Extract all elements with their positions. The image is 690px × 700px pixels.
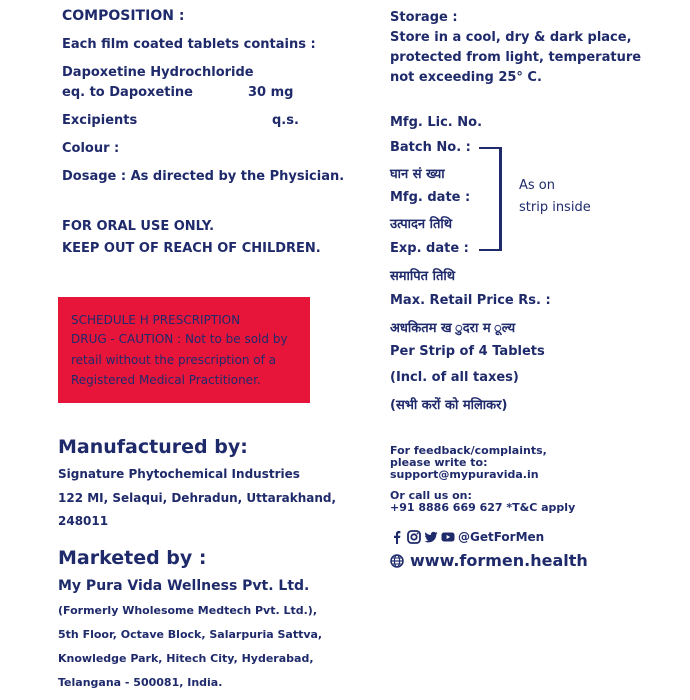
storage-label: Storage : bbox=[390, 10, 458, 25]
composition-title: COMPOSITION : bbox=[62, 8, 185, 24]
per-strip-text: Per Strip of 4 Tablets bbox=[390, 344, 545, 359]
batch-no-hindi: घान सं ख्या bbox=[390, 167, 445, 182]
storage-line-1: Store in a cool, dry & dark place, bbox=[390, 30, 632, 45]
ingredient-name: Dapoxetine Hydrochloride bbox=[62, 65, 254, 80]
exp-date-hindi: समापित तिथि bbox=[390, 269, 456, 284]
mrp-hindi: अधकितम ख ुदरा म ूल्य bbox=[390, 321, 516, 336]
caution-line-4: Registered Medical Practitioner. bbox=[71, 373, 261, 387]
mfg-lic-label: Mfg. Lic. No. bbox=[390, 115, 483, 130]
excipients-qty: q.s. bbox=[272, 113, 299, 128]
storage-line-3: not exceeding 25° C. bbox=[390, 70, 542, 85]
social-handle[interactable]: @GetForMen bbox=[458, 530, 545, 544]
caution-line-2: DRUG - CAUTION : Not to be sold by bbox=[71, 332, 288, 346]
oral-use-text: FOR ORAL USE ONLY. bbox=[62, 219, 215, 234]
marketer-address-2: Knowledge Park, Hitech City, Hyderabad, bbox=[58, 652, 314, 665]
storage-line-2: protected from light, temperature bbox=[390, 50, 642, 65]
mrp-label: Max. Retail Price Rs. : bbox=[390, 293, 551, 308]
excipients-label: Excipients bbox=[62, 113, 138, 128]
twitter-icon[interactable] bbox=[424, 530, 438, 544]
incl-taxes-text: (Incl. of all taxes) bbox=[390, 370, 519, 385]
instagram-icon[interactable] bbox=[407, 530, 421, 544]
batch-no-label: Batch No. : bbox=[390, 140, 471, 155]
marketer-company: My Pura Vida Wellness Pvt. Ltd. bbox=[58, 578, 310, 594]
feedback-line-2: please write to: bbox=[390, 456, 488, 469]
feedback-line-1: For feedback/complaints, bbox=[390, 444, 547, 457]
call-label: Or call us on: bbox=[390, 489, 472, 502]
tablets-line: Each film coated tablets contains : bbox=[62, 37, 316, 52]
globe-icon bbox=[390, 554, 404, 568]
colour-label: Colour : bbox=[62, 141, 120, 156]
caution-line-1: SCHEDULE H PRESCRIPTION bbox=[71, 313, 241, 327]
manufacturer-address-1: 122 MI, Selaqui, Dehradun, Uttarakhand, bbox=[58, 491, 337, 505]
support-email[interactable]: support@mypuravida.in bbox=[390, 468, 539, 481]
bracket-bottom bbox=[479, 249, 502, 251]
strip-inside-text: strip inside bbox=[519, 200, 591, 215]
manufacturer-address-2: 248011 bbox=[58, 514, 109, 528]
as-on-text: As on bbox=[519, 178, 555, 193]
mfg-date-label: Mfg. date : bbox=[390, 190, 471, 205]
exp-date-label: Exp. date : bbox=[390, 241, 469, 256]
phone-number[interactable]: +91 8886 669 627 *T&C apply bbox=[390, 501, 576, 514]
keep-out-text: KEEP OUT OF REACH OF CHILDREN. bbox=[62, 241, 321, 256]
youtube-icon[interactable] bbox=[441, 530, 455, 544]
schedule-h-caution-box bbox=[58, 297, 310, 403]
marketer-address-3: Telangana - 500081, India. bbox=[58, 676, 223, 689]
bracket-vertical bbox=[499, 147, 502, 251]
manufactured-heading: Manufactured by: bbox=[58, 436, 248, 458]
facebook-icon[interactable] bbox=[390, 530, 404, 544]
social-links bbox=[390, 530, 544, 544]
marketer-formerly: (Formerly Wholesome Medtech Pvt. Ltd.), bbox=[58, 604, 318, 617]
dosage-line: Dosage : As directed by the Physician. bbox=[62, 169, 345, 184]
manufacturer-company: Signature Phytochemical Industries bbox=[58, 467, 300, 481]
marketed-heading: Marketed by : bbox=[58, 547, 207, 569]
caution-line-3: retail without the prescription of a bbox=[71, 353, 276, 367]
marketer-address-1: 5th Floor, Octave Block, Salarpuria Sattva, bbox=[58, 628, 323, 641]
ingredient-eq: eq. to Dapoxetine bbox=[62, 85, 194, 100]
website-link[interactable]: www.formen.health bbox=[410, 551, 588, 570]
mfg-date-hindi: उत्पादन तिथि bbox=[390, 217, 453, 232]
ingredient-qty: 30 mg bbox=[248, 85, 294, 100]
incl-taxes-hindi: (सभी करों को मलिाकर) bbox=[390, 398, 508, 413]
